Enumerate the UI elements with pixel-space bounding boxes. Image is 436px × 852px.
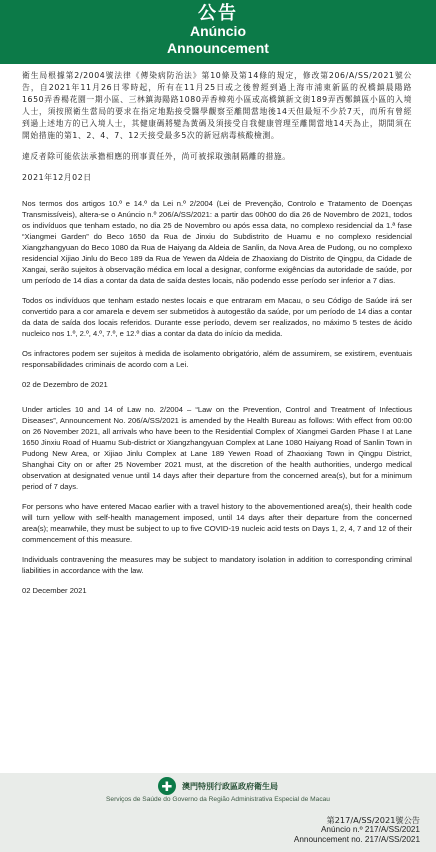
ref-en: Announcement no. 217/A/SS/2021 [293,835,420,844]
announcement-body [0,64,436,596]
ref-zh: 第217/A/SS/2021號公告 [326,815,420,825]
title-pt: Anúncio [190,23,246,39]
en-paragraph-3: Individuals contravening the measures may be subject to mandatory isolation in addition to corresponding criminal liabilities in accordance with the law. [22,555,412,575]
org-name-zh: 澳門特別行政區政府衛生局 [182,781,278,791]
pt-date: 02 de Dezembro de 2021 [22,380,108,389]
pt-paragraph-1: Nos termos dos artigos 10.º e 14.º da Lei n.º 2/2004 (Lei de Prevenção, Controlo e Tratamento de Doenças Transmissíveis), altera-se o Anúncio n.º 206/A/SS/2021: a partir das 00h00 do dia 26 de Novembro de 2021, todos os indivíduos que tenham estado, no dia 25 de Novembro ou após essa data, no complexo residencial da 1.ª fase “Xiangmei Garden” do Beco 1650 da Rua de Jinxiu do Subdistrito de Huamu e no complexo residencial Xiangzhangyuan do Beco 1080 da Rua de Haiyang da Aldeia de Sanlin, da Nova Area de Pudong, ou no complexo residencial Xijiao Jinlu do Beco 189 da Rua de Yewen da Aldeia de Zhaoxiang do Distrito de Qingpu, da Cidade de Xangai, serão sujeitos à observação médica em local a designar, conforme exigências da autoridade de saúde, por um período de 14 dias a contar da data de saída destes locais, não podendo esse período ser inferior a 7 dias. [22,199,412,285]
en-paragraph-2: For persons who have entered Macao earlier with a travel history to the abovementioned area(s), their health code will turn yellow with self-health management imposed, until 14 days after their departure from the concerned area(s); meanwhile, they must be subject to up to five COVID-19 nucleic acid tests on Days 1, 2, 4, 7 and 12 of their commencement of this measure. [22,502,412,544]
pt-paragraph-2: Todos os indivíduos que tenham estado nestes locais e que entraram em Macau, o seu Código de Saúde irá ser convertido para a cor amarela e devem ser submetidos à autogestão da saúde, por um período de 14 dias a contar da data de saída dos locais referidos. Durante esse período, devem ser realizados, no máximo 5 testes de ácido nucleico nos 1.º, 2.º, 4.º, 7.º, e 12.º dias a contar da data do início da medida. [22,296,412,338]
title-zh: 公告 [198,3,238,24]
health-bureau-brand [0,773,436,795]
footer [0,773,436,852]
health-bureau-logo-icon [158,777,176,795]
zh-date: 2021年12月02日 [22,173,92,182]
zh-body-paragraph: 衛生局根據第2/2004號法律《傳染病防治法》第10條及第14條的規定，修改第206/A/SS/2021號公告，自2021年11月26日零時起，所有在11月25日或之後曾經到過上海市浦東新區的祝橋鎮晨陽路1650弄香楊花園一期小區、三林鎮海陽路1080弄香樟苑小區或高橋鎮新文街189弄西鄭鎮區小區的入境人士，須按照衛生當局的要求在指定地點接受醫學觀察至離開當地後14天但最短不少於7天，而所有曾經到過上述地方的已入境人士，其健康碼將變為黃碼及須接受自我健康管理至離開當地14天為止，期間須在開始措施的第1、2、4、7、12天接受最多5次的新冠病毒核酸檢測。 [22,71,412,140]
en-paragraph-1: Under articles 10 and 14 of Law no. 2/2004 – “Law on the Prevention, Control and Treatment of Infectious Diseases”, Announcement No. 206/A/SS/2021 is amended by the Health Bureau as follows: With effect from 00:00 on 26 November 2021, all arrivals who have been to the Residential Complex of Xiangmei Garden Phase I at Lane 1650 Jinxiu Road of Huamu Sub-district or Xiangzhangyuan Complex at Lane 1080 Haiyang Road of Sanlin Town in Pudong New Area, or Xijiao Jinlu Complex at Lane 189 Yewen Road of Zhaoxiang Town in Qingpu District, Shanghai City on or after 25 November 2021 must, at the discretion of the health authorities, undergo medical observation at designated venue until 14 days after their departure from the concerned area(s), but for a minimum period of 7 days. [22,405,412,491]
zh-penalty-paragraph: 違反者除可能依法承擔相應的刑事責任外，尚可被採取強制隔離的措施。 [22,152,291,161]
ref-pt: Anúncio n.º 217/A/SS/2021 [320,825,420,834]
en-date: 02 December 2021 [22,586,87,595]
pt-paragraph-3: Os infractores podem ser sujeitos à medida de isolamento obrigatório, além de assumirem, se existirem, eventuais responsabilidades criminais de acordo com a Lei. [22,349,412,369]
announcement-header [0,0,436,64]
cross-icon: ✚ [161,778,173,794]
title-en: Announcement [167,40,269,56]
announcement-reference [294,815,420,845]
org-name-pt: Serviços de Saúde do Governo da Região Administrativa Especial de Macau [106,796,330,803]
